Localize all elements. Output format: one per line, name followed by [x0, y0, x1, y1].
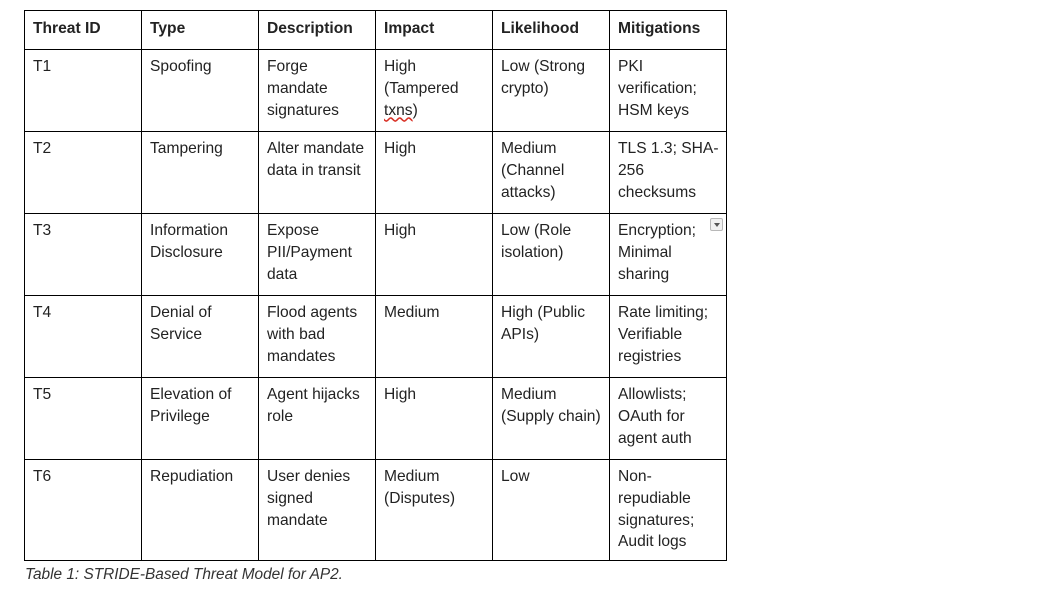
cell-mitigations [610, 214, 727, 296]
cell-likelihood: Low [493, 460, 610, 561]
cell-description: Agent hijacks role [259, 378, 376, 460]
cell-threat-id: T5 [25, 378, 142, 460]
cell-likelihood: Low (Role isolation) [493, 214, 610, 296]
cell-description: Expose PII/Payment data [259, 214, 376, 296]
table-row [25, 132, 727, 214]
header-likelihood: Likelihood [493, 11, 610, 50]
cell-description: Forge mandate signatures [259, 50, 376, 132]
cell-description: User denies signed mandate [259, 460, 376, 561]
table-row [25, 460, 727, 561]
cell-mitigations: PKI verification; HSM keys [610, 50, 727, 132]
table-header-row [25, 11, 727, 50]
cell-mitigations: TLS 1.3; SHA-256 checksums [610, 132, 727, 214]
cell-threat-id: T3 [25, 214, 142, 296]
header-description: Description [259, 11, 376, 50]
cell-likelihood: Medium (Channel attacks) [493, 132, 610, 214]
mitigations-text: Encryption; Minimal sharing [618, 222, 697, 283]
cell-mitigations: Non-repudiable signatures; Audit logs [610, 460, 727, 561]
cell-likelihood: High (Public APIs) [493, 296, 610, 378]
spellcheck-flagged-word[interactable]: txns [384, 101, 413, 119]
threat-model-table [24, 10, 727, 561]
cell-impact: Medium (Disputes) [376, 460, 493, 561]
table-row [25, 50, 727, 132]
cell-type: Repudiation [142, 460, 259, 561]
cell-impact: High [376, 214, 493, 296]
impact-text: High (Tampered [384, 58, 459, 97]
table-row [25, 296, 727, 378]
mitigations-wrap [618, 220, 719, 285]
cell-threat-id: T1 [25, 50, 142, 132]
chevron-down-icon[interactable] [710, 218, 723, 231]
header-impact: Impact [376, 11, 493, 50]
cell-type: Spoofing [142, 50, 259, 132]
cell-likelihood: Medium (Supply chain) [493, 378, 610, 460]
header-mitigations: Mitigations [610, 11, 727, 50]
header-type: Type [142, 11, 259, 50]
table-row [25, 378, 727, 460]
cell-impact: High [376, 378, 493, 460]
cell-impact: High [376, 132, 493, 214]
impact-text-suffix: ) [412, 101, 418, 119]
cell-likelihood: Low (Strong crypto) [493, 50, 610, 132]
cell-description: Alter mandate data in transit [259, 132, 376, 214]
cell-threat-id: T2 [25, 132, 142, 214]
cell-type: Information Disclosure [142, 214, 259, 296]
cell-type: Elevation of Privilege [142, 378, 259, 460]
cell-type: Tampering [142, 132, 259, 214]
cell-mitigations: Rate limiting; Verifiable registries [610, 296, 727, 378]
cell-impact: Medium [376, 296, 493, 378]
cell-description: Flood agents with bad mandates [259, 296, 376, 378]
cell-type: Denial of Service [142, 296, 259, 378]
table-caption: Table 1: STRIDE-Based Threat Model for AP2. [25, 566, 343, 583]
cell-impact [376, 50, 493, 132]
document-body [24, 10, 727, 561]
cell-mitigations: Allowlists; OAuth for agent auth [610, 378, 727, 460]
table-row [25, 214, 727, 296]
header-threat-id: Threat ID [25, 11, 142, 50]
cell-threat-id: T4 [25, 296, 142, 378]
cell-threat-id: T6 [25, 460, 142, 561]
